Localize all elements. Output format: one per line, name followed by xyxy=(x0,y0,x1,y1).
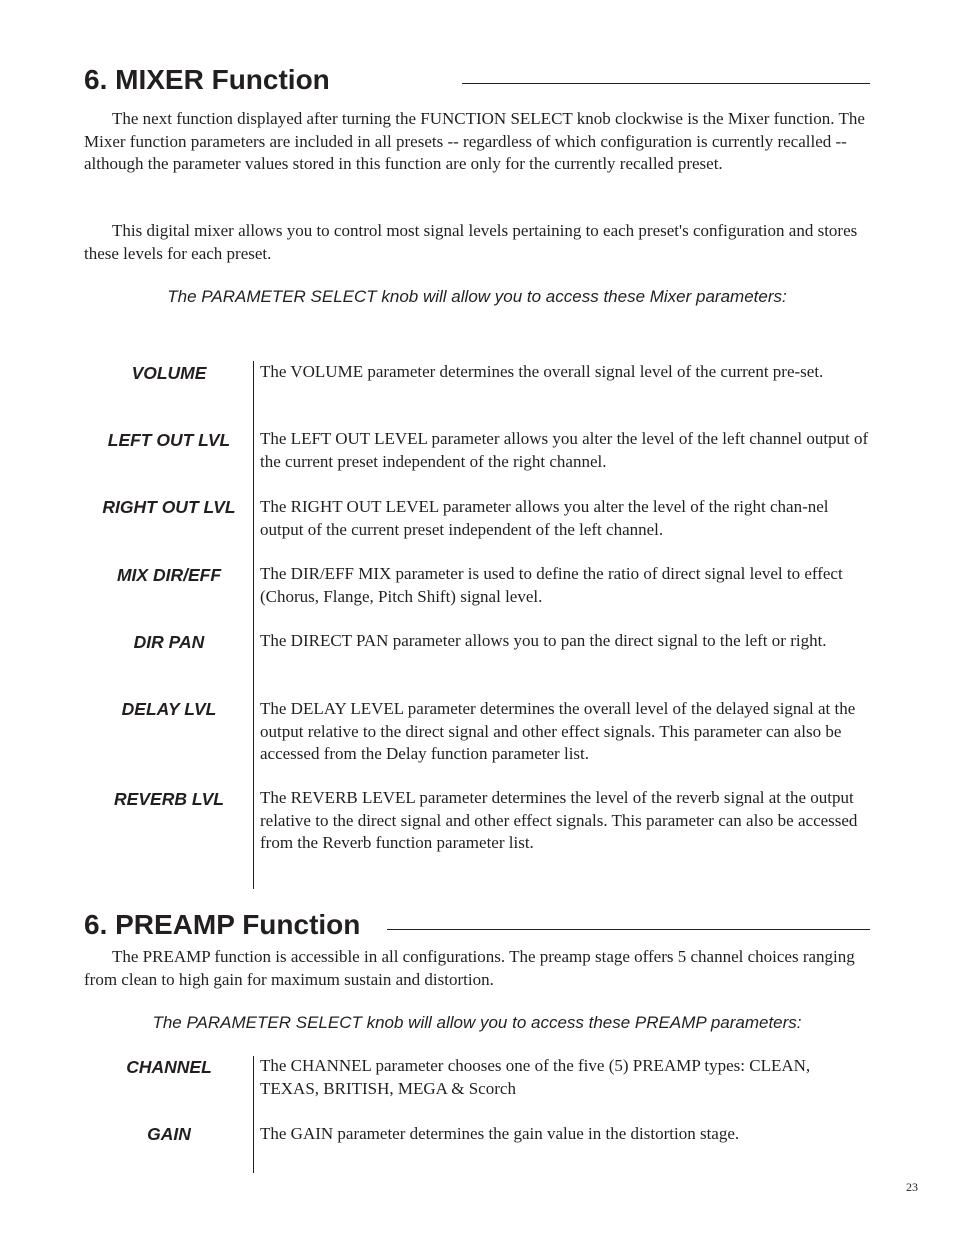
page-number: 23 xyxy=(906,1180,918,1194)
mixer-intro-paragraph: The next function displayed after turning the FUNCTION SELECT knob clockwise is the Mixer function. The Mixer function parameters are included in all presets -- regardless of which configuration is currently recalled -- although the parameter values stored in this function are only for the currently recalled preset. xyxy=(84,109,865,173)
param-desc-dir-pan: The DIRECT PAN parameter allows you to pan the direct signal to the left or right. xyxy=(260,631,827,650)
param-desc-mix-dir-eff: The DIR/EFF MIX parameter is used to define the ratio of direct signal level to effect (Chorus, Flange, Pitch Shift) signal level. xyxy=(260,564,843,606)
param-term-left-out-lvl: LEFT OUT LVL xyxy=(107,430,231,450)
preamp-intro-paragraph: The PREAMP function is accessible in all configurations. The preamp stage offers 5 channel choices ranging from clean to high gain for maximum sustain and distortion. xyxy=(84,947,855,989)
param-desc-gain: The GAIN parameter determines the gain value in the distortion stage. xyxy=(260,1124,740,1143)
param-term-channel: CHANNEL xyxy=(126,1057,212,1077)
preamp-section-title: 6. PREAMP Function xyxy=(84,909,361,940)
param-term-delay-lvl: DELAY LVL xyxy=(121,699,217,719)
preamp-title-rule xyxy=(387,929,870,930)
param-term-dir-pan: DIR PAN xyxy=(133,632,205,652)
param-term-gain: GAIN xyxy=(147,1124,191,1144)
param-term-reverb-lvl: REVERB LVL xyxy=(114,789,224,809)
param-desc-delay-lvl: The DELAY LEVEL parameter determines the overall level of the delayed signal at the output relative to the direct signal and other effect signals. This parameter can also be accessed from the Delay function parameter list. xyxy=(260,699,856,763)
param-term-volume: VOLUME xyxy=(131,363,207,383)
param-desc-volume: The VOLUME parameter determines the overall signal level of the current pre-set. xyxy=(260,362,824,381)
param-desc-left-out-lvl: The LEFT OUT LEVEL parameter allows you alter the level of the left channel output of the current preset independent of the right channel. xyxy=(260,429,869,471)
mixer-parameter-lead: The PARAMETER SELECT knob will allow you to access these Mixer parameters: xyxy=(167,287,787,306)
param-term-mix-dir-eff: MIX DIR/EFF xyxy=(116,565,222,585)
preamp-parameter-lead: The PARAMETER SELECT knob will allow you to access these PREAMP parameters: xyxy=(152,1013,802,1032)
mixer-title-rule xyxy=(462,83,870,84)
param-term-right-out-lvl: RIGHT OUT LVL xyxy=(102,497,236,517)
mixer-section-title: 6. MIXER Function xyxy=(84,64,330,95)
mixer-mixer-paragraph: This digital mixer allows you to control most signal levels pertaining to each preset's configuration and stores these levels for each preset. xyxy=(84,221,858,263)
param-desc-channel: The CHANNEL parameter chooses one of the five (5) PREAMP types: CLEAN, TEXAS, BRITISH, MEGA & Scorch xyxy=(260,1056,811,1098)
param-desc-reverb-lvl: The REVERB LEVEL parameter determines the level of the reverb signal at the output relative to the direct signal and other effect signals. This parameter can also be accessed from the Reverb function parameter list. xyxy=(260,788,858,852)
param-desc-right-out-lvl: The RIGHT OUT LEVEL parameter allows you alter the level of the right chan-nel output of the current preset independent of the left channel. xyxy=(260,497,829,539)
